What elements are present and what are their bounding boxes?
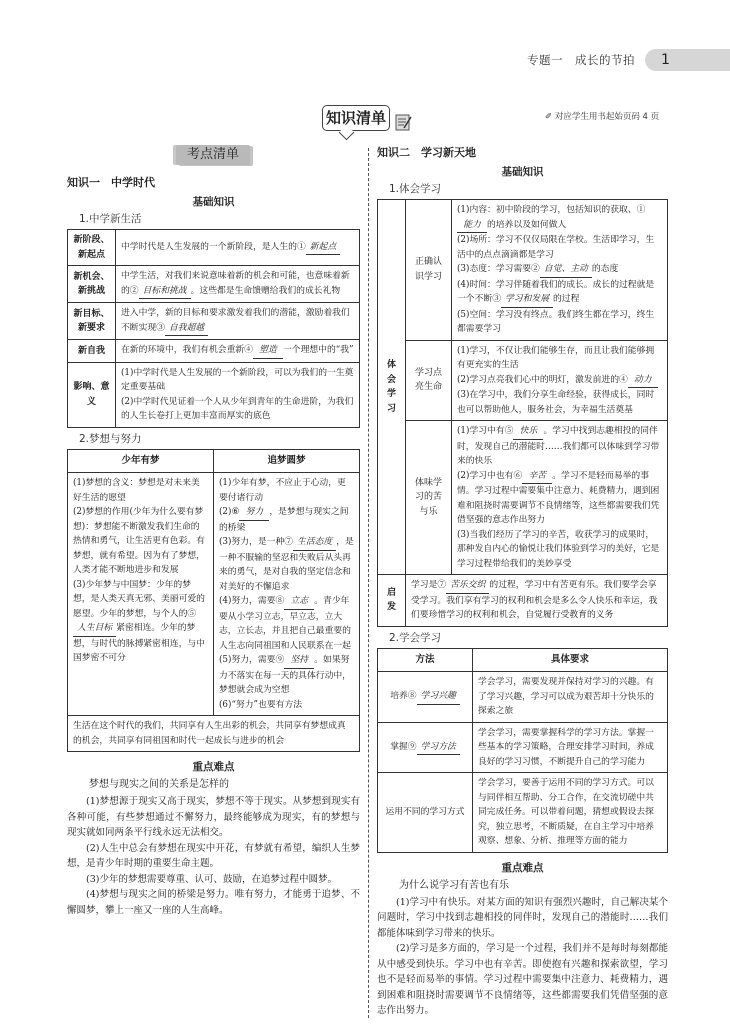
row-content: (1)中学时代是人生发展的一个新阶段，可以为我们的一生奠定重要基础 (2)中学时代见证着一个人从少年到青年的生命进阶，为我们的人生长卷打上更加丰富而厚实的底色	[116, 362, 360, 427]
answer-blank: 学习和发展	[501, 292, 553, 308]
answer-blank: 学习兴趣	[417, 689, 460, 705]
row-content: (1)内容：初中阶段的学习，包括知识的获取、①能力 的培养以及如何做人 (2)场所：学习不仅仅局限在学校。生活即学习，生活中的点点滴滴都是学习 (3)态度：学习需要② 自觉、主动 的态度 (4)时间：学习伴随着我们的成长。成长的过程就是一个不断③ 学习和发展 的过程 (5)空间：学习没有终点。我们终生都在学习，终生都需要学习	[452, 200, 668, 341]
knowledge-list-badge: 知识清单	[322, 105, 390, 131]
row-content: 中学生活，对我们来说意味着新的机会和可能，也意味着新的② 目标和挑战 。这些都是生命馈赠给我们的成长礼物	[116, 266, 360, 303]
answer-blank: 目标和挑战	[139, 284, 191, 300]
answer-blank: 能力	[457, 218, 487, 234]
learn-to-learn-table	[377, 648, 668, 853]
key-paragraph: (2)学习是多方面的，学习是一个过程，我们并不是每时每刻都能从中感受到快乐。学习中也有辛苦。即使抱有兴趣和探索欲望，学习也不是轻而易举的事情。学习过程中需要集中注意力、耗费精力，遇到困难和阻挠时需要调节不良情绪等，这些都需要我们凭借坚强的意志作出努力。	[377, 943, 668, 1016]
column-header: 少年有梦	[68, 449, 214, 473]
column-header: 追梦圆梦	[214, 449, 360, 473]
key-points-heading: 重点难点	[501, 861, 544, 874]
method-cell: 培养⑧ 学习兴趣	[378, 672, 473, 723]
answer-blank: 快乐	[513, 424, 543, 440]
table-row	[378, 672, 668, 723]
insight-content: 学习是⑦ 苦乐交织 的过程，学习中有苦更有乐。我们要学会享受学习。我们享有学习的权利和机会是多么令人快乐和幸运，我们要珍惜学习的权利和机会，自觉履行受教育的义务	[406, 575, 668, 627]
row-content: (1)学习，不仅让我们能够生存，而且让我们能够拥有更充实的生活 (2)学习点亮我们心中的明灯，激发前进的④ 动力 (3)在学习中，我们分享生命经验，获得成长，同时也可以帮助他人，服务社会，为幸福生活奠基	[452, 340, 668, 421]
row-content: 在新的环境中，我们有机会重新④ 塑造 一个理想中的“我”	[116, 340, 360, 363]
row-content: (1)学习中有⑤ 快乐 。学习中找到志趣相投的同伴时，发现自己的潜能时……我们都可以体味到学习带来的快乐 (2)学习中也有⑥ 辛苦 。学习不是轻而易举的事情。学习过程中需要集中注意力、耗费精力，遇到困难和阻挠时需要调节不良情绪等，这些都需要我们凭借坚强的意志作出努力 (3)当我们经历了学习的辛苦，收获学习的成果时，那种发自内心的愉悦让我们体验到学习的美好，它是学习过程带给我们的美妙享受	[452, 421, 668, 575]
answer-blank: 自觉、主动	[540, 262, 592, 278]
column-header: 具体要求	[473, 648, 668, 672]
section-banner: 考点清单	[176, 145, 250, 165]
reference-note-text: 对应学生用书起始页码 4 页	[554, 112, 660, 122]
basic-knowledge-heading: 基础知识	[501, 166, 544, 178]
table-footer-note: 生活在这个时代的我们，共同享有人生出彩的机会，共同享有梦想成真的机会，共同享有同祖国和时代一起成长与进步的机会	[68, 716, 360, 752]
subsection-title: 1.中学新生活	[79, 213, 142, 225]
row-label: 学习点亮生命	[406, 340, 452, 421]
middle-school-life-table	[67, 229, 360, 428]
right-column	[377, 145, 668, 1019]
notepad-pen-icon	[394, 112, 414, 132]
experience-learning-table	[377, 199, 668, 627]
page-number: 1	[645, 49, 730, 71]
pencil-circle-icon: ✐	[545, 112, 553, 122]
answer-blank: 辛苦	[522, 469, 552, 485]
youth-dream-cell: (1)梦想的含义：梦想是对未来美好生活的愿望 (2)梦想的作用(少年为什么要有梦想)：梦想能不断激发我们生命的热情和勇气，让生活更有色彩。有梦想，就有希望。因为有了梦想，人类才能不断地进步和发展 (3)少年梦与中国梦：少年的梦想，是人类天真无邪、美丽可爱的愿望。少年的梦想，与个人的⑤人生目标 紧密相连。少年的梦想，与时代的脉搏紧密相连，与中国梦密不可分	[68, 473, 214, 716]
key-paragraph: (1)梦想源于现实又高于现实，梦想不等于现实。从梦想到现实有各种可能，有些梦想通过不懈努力，最终能够成为现实，有的梦想与现实就如同两条平行线永远无法相交。	[67, 796, 360, 838]
table-row	[68, 303, 360, 340]
subsection-title: 1.体会学习	[389, 183, 442, 195]
requirement-cell: 学会学习，需要掌握科学的学习方法。掌握一些基本的学习策略，合理安排学习时间，养成良好的学习习惯，不断提升自己的学习能力	[473, 722, 668, 773]
table-row	[378, 773, 668, 853]
row-label: 新阶段、新起点	[68, 230, 116, 266]
answer-blank: 新起点	[306, 240, 340, 256]
left-column	[67, 175, 360, 918]
column-divider	[368, 148, 369, 1018]
row-label: 体味学习的苦与乐	[406, 421, 452, 575]
key-paragraph: (4)梦想与现实之间的桥梁是努力。唯有努力，才能勇于追梦、不懈圆梦，攀上一座又一座的人生高峰。	[67, 889, 360, 916]
reference-note	[545, 110, 659, 122]
answer-blank: 自我超越	[165, 321, 208, 337]
key-question: 为什么说学习有苦也有乐	[399, 879, 509, 891]
requirement-cell: 学会学习，需要发现并保持对学习的兴趣。有了学习兴趣，学习可以成为艰苦却十分快乐的探索之旅	[473, 672, 668, 723]
row-label: 新机会、新挑战	[68, 266, 116, 303]
answer-blank: 人生目标	[73, 621, 116, 637]
insight-label: 启发	[378, 575, 406, 627]
row-label: 正确认识学习	[406, 200, 452, 341]
row-label: 影响、意义	[68, 362, 116, 427]
answer-blank: 立志	[284, 594, 314, 610]
table-row	[68, 230, 360, 266]
subsection-title: 2.学会学习	[389, 631, 442, 644]
answer-blank: 塑造	[253, 343, 283, 359]
answer-blank: 动力	[628, 373, 658, 389]
key-question: 梦想与现实之间的关系是怎样的	[89, 779, 229, 790]
key-paragraph: (3)少年的梦想需要尊重、认可、鼓励，在追梦过程中圆梦。	[86, 873, 337, 885]
page-header	[527, 48, 730, 72]
row-label: 新自我	[68, 340, 116, 363]
answer-blank: 坚持	[284, 653, 314, 669]
row-content: 进入中学，新的目标和要求激发着我们的潜能，激励着我们不断实现③ 自我超越	[116, 303, 360, 340]
row-content: 中学时代是人生发展的一个新阶段，是人生的① 新起点	[116, 230, 360, 266]
table-row	[68, 362, 360, 427]
column-header: 方法	[378, 648, 473, 672]
answer-blank: 苦乐交织	[446, 578, 489, 594]
key-paragraph: (2)人生中总会有梦想在现实中开花，有梦就有希望，编织人生梦想，是青少年时期的重要生命主题。	[67, 842, 360, 869]
pursue-dream-cell: (1)少年有梦，不应止于心动，更要付诸行动 (2)⑥ 努力 ，是梦想与现实之间的桥梁 (3)努力，是一种⑦ 生活态度 ，是一种不服输的坚忍和失败后从头再来的勇气，是对自我的坚定信念和对美好的不懈追求 (4)努力，需要⑧ 立志 。青少年要从小学习立志，早立志，立大志，立长志，并且把自己最重要的人生志向同祖国和人民联系在一起 (5)努力，需要⑨ 坚持 。如果努力不落实在每一天的具体行动中，梦想就会成为空想 (6)“努力”也要有方法	[214, 473, 360, 716]
method-cell: 掌握⑨ 学习方法	[378, 722, 473, 773]
answer-blank: 努力	[239, 505, 269, 521]
answer-blank: 生活态度	[293, 535, 336, 551]
key-paragraph: (1)学习中有快乐。对某方面的知识有强烈兴趣时，自己解决某个问题时，学习中找到志趣相投的同伴时，发现自己的潜能时……我们都能体味到学习带来的快乐。	[377, 896, 668, 939]
basic-knowledge-heading: 基础知识	[192, 196, 235, 208]
subsection-title: 2.梦想与努力	[79, 432, 142, 445]
table-row	[68, 340, 360, 363]
group-label: 体会学习	[378, 200, 406, 575]
method-cell: 运用不同的学习方式	[378, 773, 473, 853]
answer-blank: 学习方法	[417, 740, 460, 756]
topic-title: 专题一 成长的节拍	[527, 53, 635, 67]
knowledge-two-title: 知识二 学习新天地	[377, 146, 476, 159]
knowledge-one-title: 知识一 中学时代	[67, 176, 155, 189]
row-label: 新目标、新要求	[68, 303, 116, 340]
requirement-cell: 学会学习，要善于运用不同的学习方式。可以与同伴相互帮助、分工合作，在交流切磋中共同完成任务。可以带着问题，猜想或假设去探究，独立思考，不断质疑，在自主学习中培养观察、想象、分析、推理等方面的能力	[473, 773, 668, 853]
table-row	[68, 266, 360, 303]
key-points-heading: 重点难点	[192, 761, 235, 773]
dream-effort-table	[67, 449, 360, 753]
table-row	[378, 722, 668, 773]
